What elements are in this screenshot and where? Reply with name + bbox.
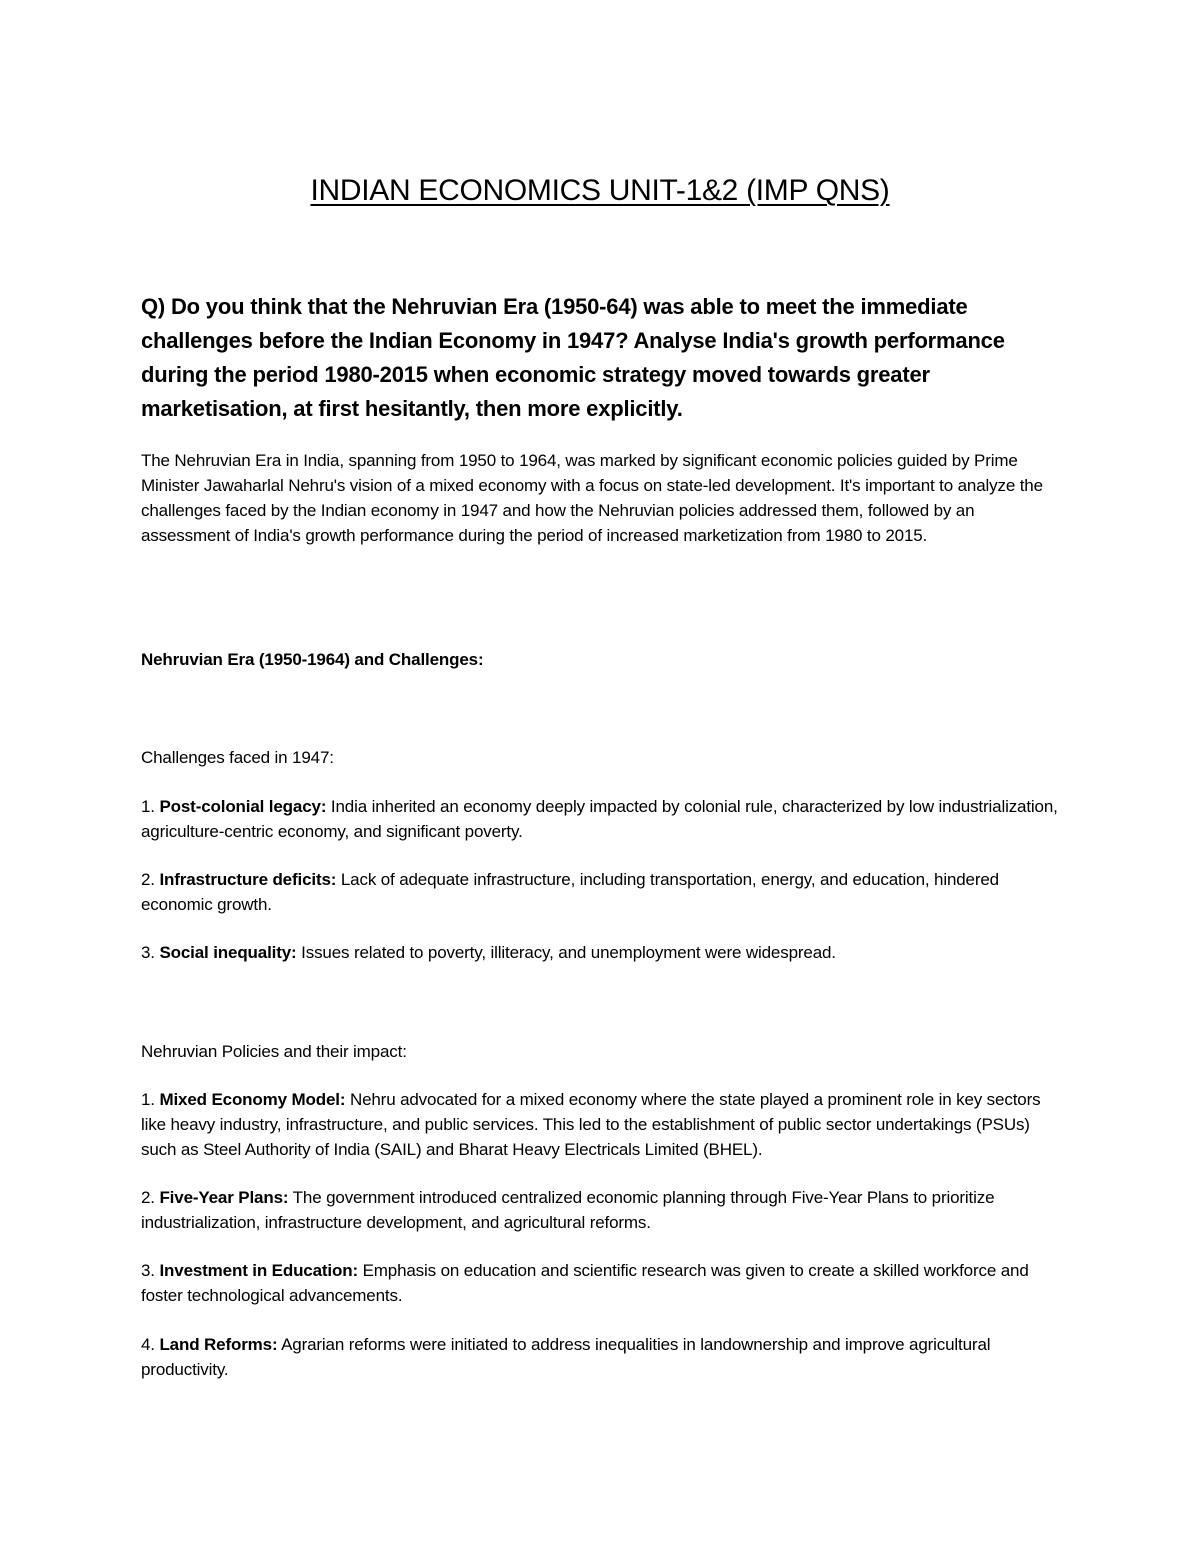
- item-number: 4.: [141, 1335, 160, 1354]
- item-term: Infrastructure deficits:: [159, 870, 337, 889]
- item-term: Post-colonial legacy:: [159, 797, 327, 816]
- item-number: 3.: [141, 943, 160, 962]
- item-text: Emphasis on education and scientific research was given to create a skilled workforce and foster technological advancements.: [141, 1261, 1029, 1305]
- policy-item: [141, 1185, 1061, 1235]
- item-term: Social inequality:: [159, 943, 297, 962]
- intro-paragraph: The Nehruvian Era in India, spanning from 1950 to 1964, was marked by significant economic policies guided by Prime Minister Jawaharlal Nehru's vision of a mixed economy with a focus on state-led development. It's important to analyze the challenges faced by the Indian economy in 1947 and how the Nehruvian policies addressed them, followed by an assessment of India's growth performance during the period of increased marketization from 1980 to 2015.: [141, 451, 1043, 545]
- item-term: Five-Year Plans:: [159, 1188, 289, 1207]
- item-text: The government introduced centralized economic planning through Five-Year Plans to prioritize industrialization, infrastructure development, and agricultural reforms.: [141, 1188, 995, 1232]
- item-number: 2.: [141, 1188, 160, 1207]
- item-text: Agrarian reforms were initiated to address inequalities in landownership and improve agricultural productivity.: [141, 1335, 991, 1379]
- policy-item: [141, 1258, 1061, 1308]
- item-number: 3.: [141, 1261, 160, 1280]
- challenges-label: Challenges faced in 1947:: [141, 748, 334, 767]
- policy-item: [141, 1332, 1061, 1382]
- document-title: INDIAN ECONOMICS UNIT-1&2 (IMP QNS): [310, 174, 890, 207]
- item-number: 1.: [141, 797, 160, 816]
- item-term: Mixed Economy Model:: [159, 1090, 346, 1109]
- challenge-item: [141, 794, 1061, 844]
- challenge-item: [141, 867, 1061, 917]
- challenge-item: [141, 940, 1061, 965]
- item-number: 1.: [141, 1090, 160, 1109]
- item-text: Issues related to poverty, illiteracy, and unemployment were widespread.: [296, 943, 836, 962]
- item-text: Lack of adequate infrastructure, including transportation, energy, and education, hindered economic growth.: [141, 870, 999, 914]
- section-heading: Nehruvian Era (1950-1964) and Challenges:: [141, 650, 484, 669]
- item-term: Land Reforms:: [159, 1335, 278, 1354]
- item-term: Investment in Education:: [159, 1261, 358, 1280]
- item-text: Nehru advocated for a mixed economy where the state played a prominent role in key sectors like heavy industry, infrastructure, and public services. This led to the establishment of public sector undertakings (PSUs) such as Steel Authority of India (SAIL) and Bharat Heavy Electricals Limited (BHEL).: [141, 1090, 1041, 1159]
- item-number: 2.: [141, 870, 160, 889]
- question-text: Q) Do you think that the Nehruvian Era (1950-64) was able to meet the immediate challenges before the Indian Economy in 1947? Analyse India's growth performance during the period 1980-2015 when economic strategy moved towards greater marketisation, at first hesitantly, then more explicitly.: [141, 294, 1005, 421]
- policies-label: Nehruvian Policies and their impact:: [141, 1042, 407, 1061]
- item-text: India inherited an economy deeply impacted by colonial rule, characterized by low industrialization, agriculture-centric economy, and significant poverty.: [141, 797, 1058, 841]
- policy-item: [141, 1087, 1061, 1162]
